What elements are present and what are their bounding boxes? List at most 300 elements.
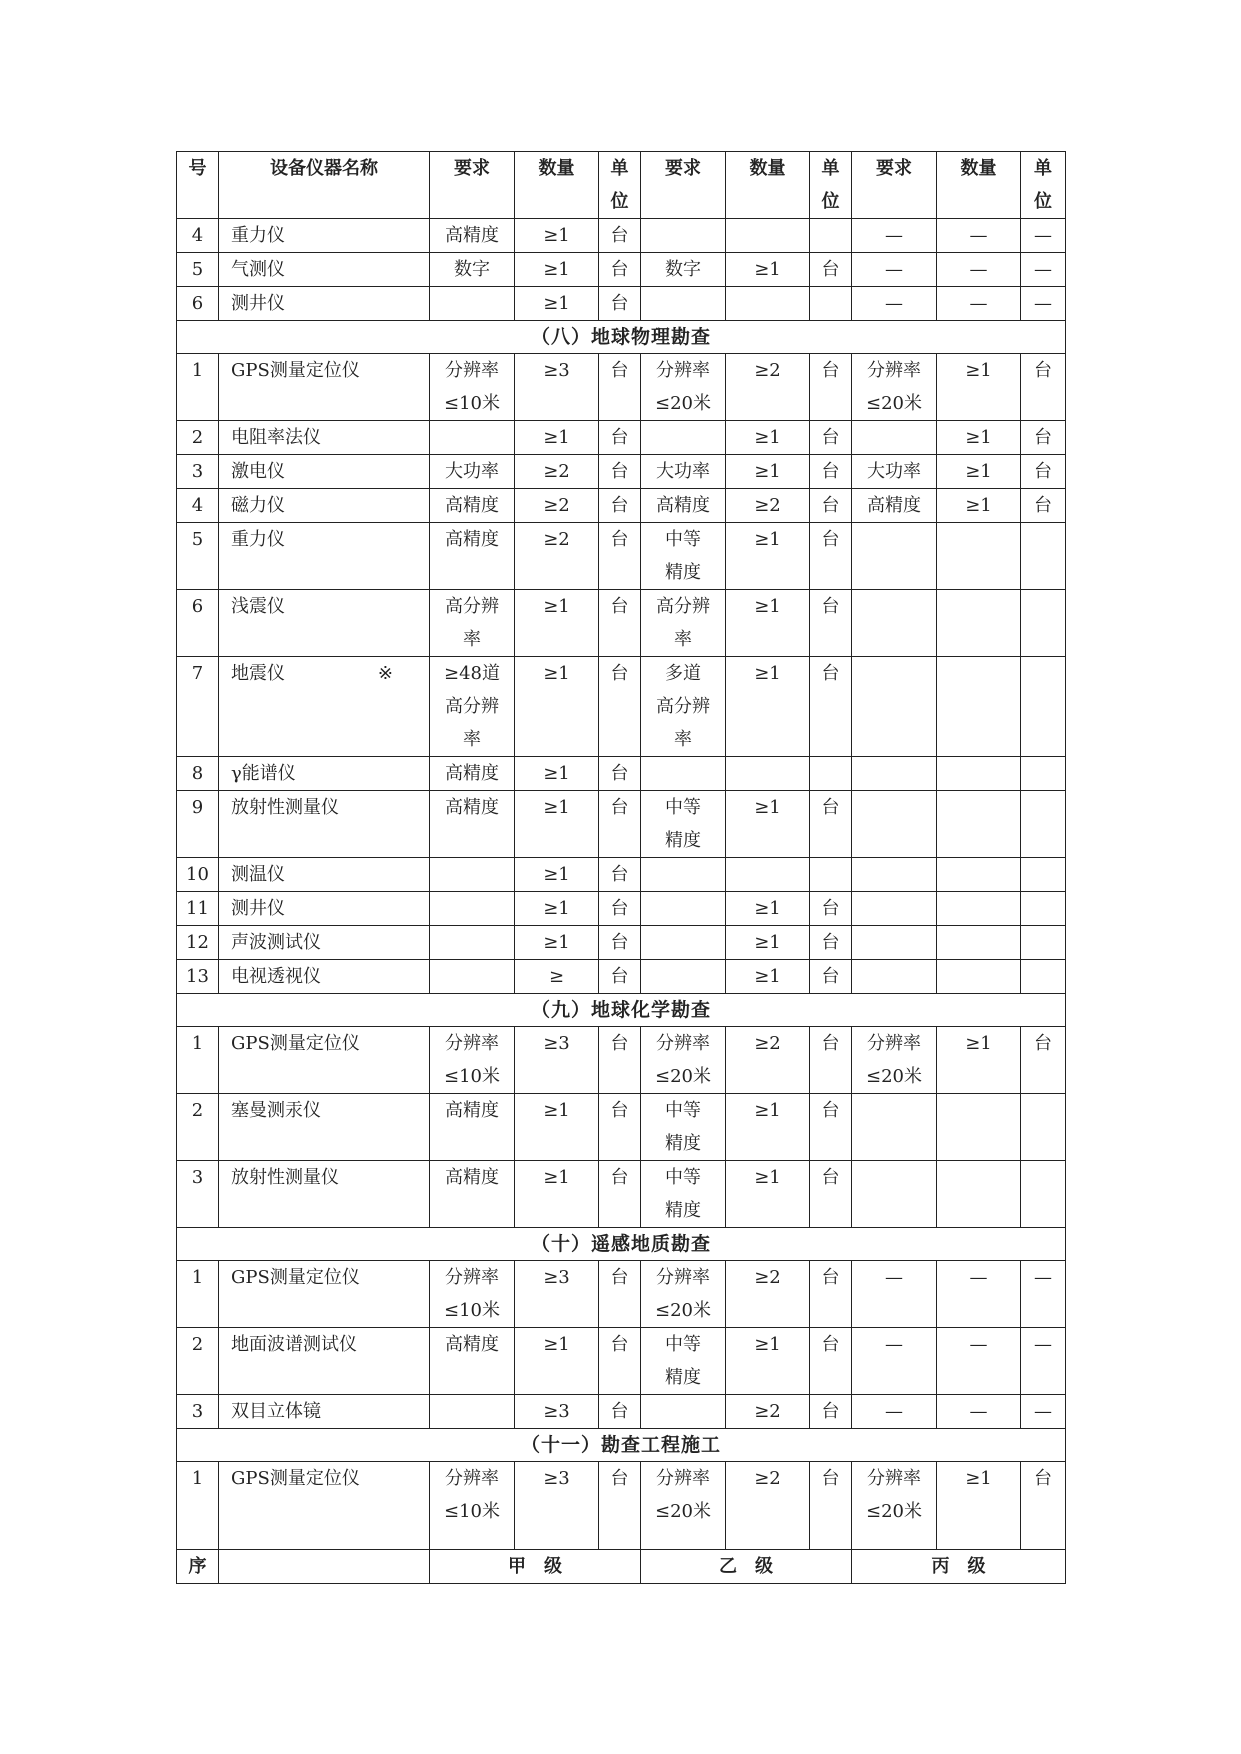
grade-c-quantity	[937, 791, 1021, 858]
grade-a-unit: 台	[599, 858, 641, 892]
equipment-name: 测井仪	[231, 293, 285, 314]
table-row	[177, 253, 1066, 287]
equipment-name-cell	[219, 354, 430, 421]
grade-a-unit: 台	[599, 1161, 641, 1228]
grade-a-unit: 台	[599, 590, 641, 657]
grade-b-unit: 台	[810, 960, 852, 994]
grade-c-requirement: 高精度	[852, 489, 937, 523]
section-title: （十）遥感地质勘查	[177, 1228, 1066, 1261]
row-number: 1	[177, 354, 219, 421]
equipment-name-cell	[219, 926, 430, 960]
grade-b-requirement	[641, 926, 726, 960]
grade-c-quantity: —	[937, 1261, 1021, 1328]
grade-b-unit	[810, 858, 852, 892]
grade-c-requirement	[852, 960, 937, 994]
grade-a-requirement: 分辨率 ≤10米	[430, 354, 515, 421]
grade-c-quantity	[937, 590, 1021, 657]
grade-b-quantity: ≥2	[726, 1462, 810, 1550]
footer-seq: 序	[177, 1550, 219, 1584]
section-row	[177, 994, 1066, 1027]
grade-a-quantity: ≥1	[515, 657, 599, 757]
grade-b-requirement: 多道 高分辨 率	[641, 657, 726, 757]
grade-a-quantity: ≥3	[515, 1395, 599, 1429]
table-row	[177, 523, 1066, 590]
grade-b-requirement: 大功率	[641, 455, 726, 489]
footer-name-blank	[219, 1550, 430, 1584]
grade-c-requirement: 分辨率 ≤20米	[852, 354, 937, 421]
grade-b-quantity	[726, 287, 810, 321]
grade-c-unit	[1021, 523, 1066, 590]
row-number: 2	[177, 1094, 219, 1161]
grade-a-quantity: ≥1	[515, 1161, 599, 1228]
grade-b-quantity: ≥1	[726, 523, 810, 590]
grade-a-unit: 台	[599, 1395, 641, 1429]
grade-c-requirement	[852, 1161, 937, 1228]
row-number: 3	[177, 455, 219, 489]
equipment-name-cell	[219, 960, 430, 994]
equipment-name-cell	[219, 219, 430, 253]
equipment-name: 放射性测量仪	[231, 797, 339, 818]
table-row	[177, 960, 1066, 994]
table-row	[177, 757, 1066, 791]
equipment-name-cell	[219, 1027, 430, 1094]
grade-b-quantity: ≥1	[726, 1328, 810, 1395]
grade-a-requirement: 高精度	[430, 1094, 515, 1161]
grade-c-requirement	[852, 791, 937, 858]
equipment-name: 地面波谱测试仪	[231, 1334, 357, 1355]
header-qty-c: 数量	[937, 152, 1021, 219]
grade-b-requirement: 高分辨 率	[641, 590, 726, 657]
grade-a-requirement	[430, 287, 515, 321]
grade-b-requirement: 中等 精度	[641, 1094, 726, 1161]
grade-a-requirement: 分辨率 ≤10米	[430, 1462, 515, 1550]
grade-c-quantity: ≥1	[937, 1462, 1021, 1550]
grade-c-requirement: —	[852, 1395, 937, 1429]
grade-c-requirement	[852, 1094, 937, 1161]
grade-b-quantity: ≥1	[726, 455, 810, 489]
equipment-name-cell	[219, 287, 430, 321]
grade-a-quantity: ≥2	[515, 455, 599, 489]
section-row	[177, 1429, 1066, 1462]
grade-a-quantity: ≥3	[515, 1462, 599, 1550]
grade-b-unit: 台	[810, 354, 852, 421]
equipment-name: 放射性测量仪	[231, 1167, 339, 1188]
section-title: （九）地球化学勘查	[177, 994, 1066, 1027]
row-number: 4	[177, 489, 219, 523]
grade-b-requirement	[641, 858, 726, 892]
row-number: 7	[177, 657, 219, 757]
header-req-c: 要求	[852, 152, 937, 219]
equipment-name: 电阻率法仪	[231, 427, 321, 448]
grade-c-unit	[1021, 757, 1066, 791]
section-title: （十一）勘查工程施工	[177, 1429, 1066, 1462]
grade-c-quantity: —	[937, 253, 1021, 287]
grade-a-requirement: 高精度	[430, 791, 515, 858]
equipment-name: 电视透视仪	[231, 966, 321, 987]
row-number: 10	[177, 858, 219, 892]
grade-a-unit: 台	[599, 455, 641, 489]
grade-b-requirement: 分辨率 ≤20米	[641, 354, 726, 421]
grade-b-unit: 台	[810, 1395, 852, 1429]
grade-b-requirement: 中等 精度	[641, 1328, 726, 1395]
grade-b-unit: 台	[810, 1027, 852, 1094]
equipment-name-cell	[219, 657, 430, 757]
grade-b-requirement	[641, 892, 726, 926]
grade-b-unit: 台	[810, 421, 852, 455]
grade-a-quantity: ≥1	[515, 757, 599, 791]
grade-a-quantity: ≥1	[515, 858, 599, 892]
grade-b-unit: 台	[810, 791, 852, 858]
grade-c-quantity: —	[937, 287, 1021, 321]
grade-c-unit	[1021, 590, 1066, 657]
grade-c-quantity: ≥1	[937, 354, 1021, 421]
grade-a-quantity: ≥2	[515, 523, 599, 590]
header-unit-c: 单 位	[1021, 152, 1066, 219]
grade-c-unit	[1021, 657, 1066, 757]
grade-b-unit: 台	[810, 926, 852, 960]
grade-b-requirement	[641, 287, 726, 321]
table-row	[177, 1261, 1066, 1328]
grade-a-unit: 台	[599, 757, 641, 791]
grade-a-unit: 台	[599, 1261, 641, 1328]
grade-a-unit: 台	[599, 1094, 641, 1161]
table-row	[177, 455, 1066, 489]
grade-a-quantity: ≥3	[515, 1027, 599, 1094]
grade-b-quantity: ≥2	[726, 1027, 810, 1094]
table-row	[177, 421, 1066, 455]
grade-c-requirement	[852, 858, 937, 892]
grade-c-unit	[1021, 892, 1066, 926]
grade-c-quantity	[937, 858, 1021, 892]
grade-c-quantity	[937, 657, 1021, 757]
grade-c-label: 丙 级	[852, 1550, 1066, 1584]
header-req-b: 要求	[641, 152, 726, 219]
grade-c-requirement	[852, 657, 937, 757]
grade-a-requirement	[430, 960, 515, 994]
grade-b-unit: 台	[810, 489, 852, 523]
grade-a-requirement: 高精度	[430, 1328, 515, 1395]
header-qty-b: 数量	[726, 152, 810, 219]
equipment-name-cell	[219, 1094, 430, 1161]
grade-c-quantity	[937, 892, 1021, 926]
header-unit-a: 单 位	[599, 152, 641, 219]
grade-c-requirement: —	[852, 219, 937, 253]
equipment-name: 浅震仪	[231, 596, 285, 617]
grade-b-quantity: ≥1	[726, 657, 810, 757]
grade-a-requirement	[430, 1395, 515, 1429]
equipment-name: GPS测量定位仪	[231, 1033, 360, 1054]
grade-c-quantity	[937, 926, 1021, 960]
grade-c-quantity: —	[937, 1395, 1021, 1429]
grade-c-requirement	[852, 892, 937, 926]
grade-c-requirement	[852, 590, 937, 657]
grade-b-quantity: ≥2	[726, 1261, 810, 1328]
grade-b-unit: 台	[810, 1094, 852, 1161]
table-row	[177, 219, 1066, 253]
grade-a-unit: 台	[599, 421, 641, 455]
grade-c-unit: —	[1021, 1395, 1066, 1429]
table-row	[177, 489, 1066, 523]
table-row	[177, 1328, 1066, 1395]
row-number: 3	[177, 1395, 219, 1429]
grade-c-unit: 台	[1021, 1027, 1066, 1094]
grade-a-quantity: ≥1	[515, 421, 599, 455]
grade-a-requirement: 高精度	[430, 757, 515, 791]
grade-c-quantity	[937, 1161, 1021, 1228]
grade-b-quantity: ≥2	[726, 354, 810, 421]
grade-a-quantity: ≥3	[515, 1261, 599, 1328]
row-number: 9	[177, 791, 219, 858]
grade-b-quantity: ≥1	[726, 892, 810, 926]
grade-b-requirement: 数字	[641, 253, 726, 287]
equipment-name: 测温仪	[231, 864, 285, 885]
grade-b-quantity: ≥1	[726, 1161, 810, 1228]
grade-b-quantity: ≥1	[726, 1094, 810, 1161]
grade-c-unit: —	[1021, 219, 1066, 253]
grade-a-quantity: ≥1	[515, 926, 599, 960]
grade-a-requirement: 数字	[430, 253, 515, 287]
grade-c-unit: —	[1021, 253, 1066, 287]
grade-a-unit: 台	[599, 219, 641, 253]
grade-a-requirement	[430, 421, 515, 455]
grade-b-requirement: 高精度	[641, 489, 726, 523]
grade-b-requirement	[641, 421, 726, 455]
grade-b-unit: 台	[810, 253, 852, 287]
grade-a-quantity: ≥3	[515, 354, 599, 421]
grade-a-requirement: 高精度	[430, 1161, 515, 1228]
row-number: 6	[177, 287, 219, 321]
grade-b-quantity: ≥2	[726, 1395, 810, 1429]
grade-c-requirement: —	[852, 253, 937, 287]
grade-a-unit: 台	[599, 287, 641, 321]
grade-b-requirement	[641, 219, 726, 253]
grade-a-unit: 台	[599, 892, 641, 926]
equipment-name-cell	[219, 791, 430, 858]
grade-c-unit	[1021, 960, 1066, 994]
table-row	[177, 657, 1066, 757]
grade-b-requirement: 分辨率 ≤20米	[641, 1462, 726, 1550]
header-seq: 号	[177, 152, 219, 219]
equipment-name-cell	[219, 523, 430, 590]
grade-c-requirement: 分辨率 ≤20米	[852, 1027, 937, 1094]
equipment-name: 塞曼测汞仪	[231, 1100, 321, 1121]
header-req-a: 要求	[430, 152, 515, 219]
grade-b-quantity: ≥1	[726, 590, 810, 657]
grade-c-quantity: ≥1	[937, 1027, 1021, 1094]
table-row	[177, 926, 1066, 960]
equipment-name: 重力仪	[231, 529, 285, 550]
equipment-table	[176, 151, 1066, 1584]
section-row	[177, 1228, 1066, 1261]
equipment-name-cell	[219, 489, 430, 523]
grade-b-quantity: ≥1	[726, 421, 810, 455]
grade-b-quantity	[726, 757, 810, 791]
footer-row	[177, 1550, 1066, 1584]
grade-a-quantity: ≥1	[515, 253, 599, 287]
grade-b-unit	[810, 757, 852, 791]
grade-a-requirement: 高精度	[430, 489, 515, 523]
grade-a-unit: 台	[599, 1328, 641, 1395]
grade-c-requirement: 大功率	[852, 455, 937, 489]
grade-a-unit: 台	[599, 489, 641, 523]
grade-a-requirement	[430, 858, 515, 892]
grade-b-unit: 台	[810, 657, 852, 757]
grade-c-unit: 台	[1021, 1462, 1066, 1550]
row-number: 8	[177, 757, 219, 791]
grade-b-requirement: 中等 精度	[641, 523, 726, 590]
grade-c-requirement: —	[852, 1261, 937, 1328]
grade-b-unit: 台	[810, 1161, 852, 1228]
grade-c-unit: 台	[1021, 455, 1066, 489]
grade-a-requirement: ≥48道 高分辨 率	[430, 657, 515, 757]
grade-a-quantity: ≥1	[515, 590, 599, 657]
table-row	[177, 1094, 1066, 1161]
equipment-name-cell	[219, 858, 430, 892]
grade-b-quantity: ≥2	[726, 489, 810, 523]
grade-c-requirement	[852, 421, 937, 455]
grade-b-quantity	[726, 219, 810, 253]
equipment-name-cell	[219, 1161, 430, 1228]
grade-b-quantity: ≥1	[726, 253, 810, 287]
equipment-name: 重力仪	[231, 225, 285, 246]
equipment-name-cell	[219, 590, 430, 657]
reference-mark: ※	[377, 663, 393, 684]
grade-a-requirement: 高分辨 率	[430, 590, 515, 657]
grade-a-requirement: 高精度	[430, 219, 515, 253]
grade-a-unit: 台	[599, 523, 641, 590]
equipment-name: 测井仪	[231, 898, 285, 919]
grade-c-requirement	[852, 523, 937, 590]
grade-c-unit	[1021, 791, 1066, 858]
equipment-name: 双目立体镜	[231, 1401, 321, 1422]
grade-b-label: 乙 级	[641, 1550, 852, 1584]
table-row	[177, 1161, 1066, 1228]
grade-a-quantity: ≥1	[515, 287, 599, 321]
grade-a-quantity: ≥1	[515, 1094, 599, 1161]
grade-b-requirement: 分辨率 ≤20米	[641, 1027, 726, 1094]
grade-c-quantity	[937, 1094, 1021, 1161]
grade-a-requirement: 高精度	[430, 523, 515, 590]
grade-a-unit: 台	[599, 926, 641, 960]
equipment-name: GPS测量定位仪	[231, 360, 360, 381]
grade-b-quantity: ≥1	[726, 960, 810, 994]
row-number: 1	[177, 1462, 219, 1550]
table-row	[177, 590, 1066, 657]
grade-a-quantity: ≥1	[515, 791, 599, 858]
grade-b-requirement: 中等 精度	[641, 1161, 726, 1228]
grade-b-quantity	[726, 858, 810, 892]
grade-a-requirement: 分辨率 ≤10米	[430, 1027, 515, 1094]
header-unit-b: 单 位	[810, 152, 852, 219]
grade-a-unit: 台	[599, 657, 641, 757]
grade-b-requirement	[641, 960, 726, 994]
header-row	[177, 152, 1066, 219]
grade-c-quantity	[937, 757, 1021, 791]
equipment-name-cell	[219, 253, 430, 287]
grade-a-requirement: 大功率	[430, 455, 515, 489]
grade-c-requirement: 分辨率 ≤20米	[852, 1462, 937, 1550]
grade-a-quantity: ≥1	[515, 1328, 599, 1395]
row-number: 11	[177, 892, 219, 926]
table-row	[177, 791, 1066, 858]
grade-b-unit	[810, 219, 852, 253]
row-number: 1	[177, 1027, 219, 1094]
grade-b-quantity: ≥1	[726, 791, 810, 858]
row-number: 4	[177, 219, 219, 253]
equipment-name: 声波测试仪	[231, 932, 321, 953]
grade-c-quantity: ≥1	[937, 421, 1021, 455]
grade-c-unit: 台	[1021, 421, 1066, 455]
equipment-name-cell	[219, 757, 430, 791]
grade-c-unit: —	[1021, 1261, 1066, 1328]
equipment-name-cell	[219, 1328, 430, 1395]
header-qty-a: 数量	[515, 152, 599, 219]
table-row	[177, 354, 1066, 421]
equipment-name-cell	[219, 455, 430, 489]
grade-b-requirement	[641, 1395, 726, 1429]
grade-c-quantity	[937, 523, 1021, 590]
grade-a-unit: 台	[599, 791, 641, 858]
table-row	[177, 1395, 1066, 1429]
equipment-name-cell	[219, 1261, 430, 1328]
header-name: 设备仪器名称	[219, 152, 430, 219]
equipment-name-cell	[219, 421, 430, 455]
grade-c-quantity	[937, 960, 1021, 994]
grade-c-unit: —	[1021, 287, 1066, 321]
grade-c-unit	[1021, 858, 1066, 892]
grade-a-label: 甲 级	[430, 1550, 641, 1584]
table-row	[177, 1027, 1066, 1094]
grade-a-quantity: ≥	[515, 960, 599, 994]
equipment-name-cell	[219, 892, 430, 926]
row-number: 5	[177, 253, 219, 287]
grade-b-quantity: ≥1	[726, 926, 810, 960]
grade-a-unit: 台	[599, 253, 641, 287]
grade-a-unit: 台	[599, 1462, 641, 1550]
grade-c-quantity: —	[937, 219, 1021, 253]
row-number: 12	[177, 926, 219, 960]
grade-c-requirement: —	[852, 287, 937, 321]
grade-a-quantity: ≥2	[515, 489, 599, 523]
row-number: 2	[177, 421, 219, 455]
row-number: 13	[177, 960, 219, 994]
grade-b-requirement: 中等 精度	[641, 791, 726, 858]
grade-c-requirement: —	[852, 1328, 937, 1395]
grade-c-unit: 台	[1021, 489, 1066, 523]
equipment-name-cell	[219, 1462, 430, 1550]
equipment-name: GPS测量定位仪	[231, 1468, 360, 1489]
grade-b-requirement: 分辨率 ≤20米	[641, 1261, 726, 1328]
table-row	[177, 892, 1066, 926]
row-number: 3	[177, 1161, 219, 1228]
grade-c-requirement	[852, 757, 937, 791]
grade-b-unit: 台	[810, 523, 852, 590]
table-row	[177, 287, 1066, 321]
grade-b-requirement	[641, 757, 726, 791]
grade-c-unit	[1021, 1094, 1066, 1161]
grade-c-quantity: —	[937, 1328, 1021, 1395]
row-number: 5	[177, 523, 219, 590]
row-number: 6	[177, 590, 219, 657]
section-row	[177, 321, 1066, 354]
grade-b-unit	[810, 287, 852, 321]
equipment-name: 地震仪	[231, 663, 285, 684]
grade-b-unit: 台	[810, 455, 852, 489]
grade-a-unit: 台	[599, 960, 641, 994]
row-number: 1	[177, 1261, 219, 1328]
grade-a-requirement	[430, 926, 515, 960]
grade-a-unit: 台	[599, 354, 641, 421]
